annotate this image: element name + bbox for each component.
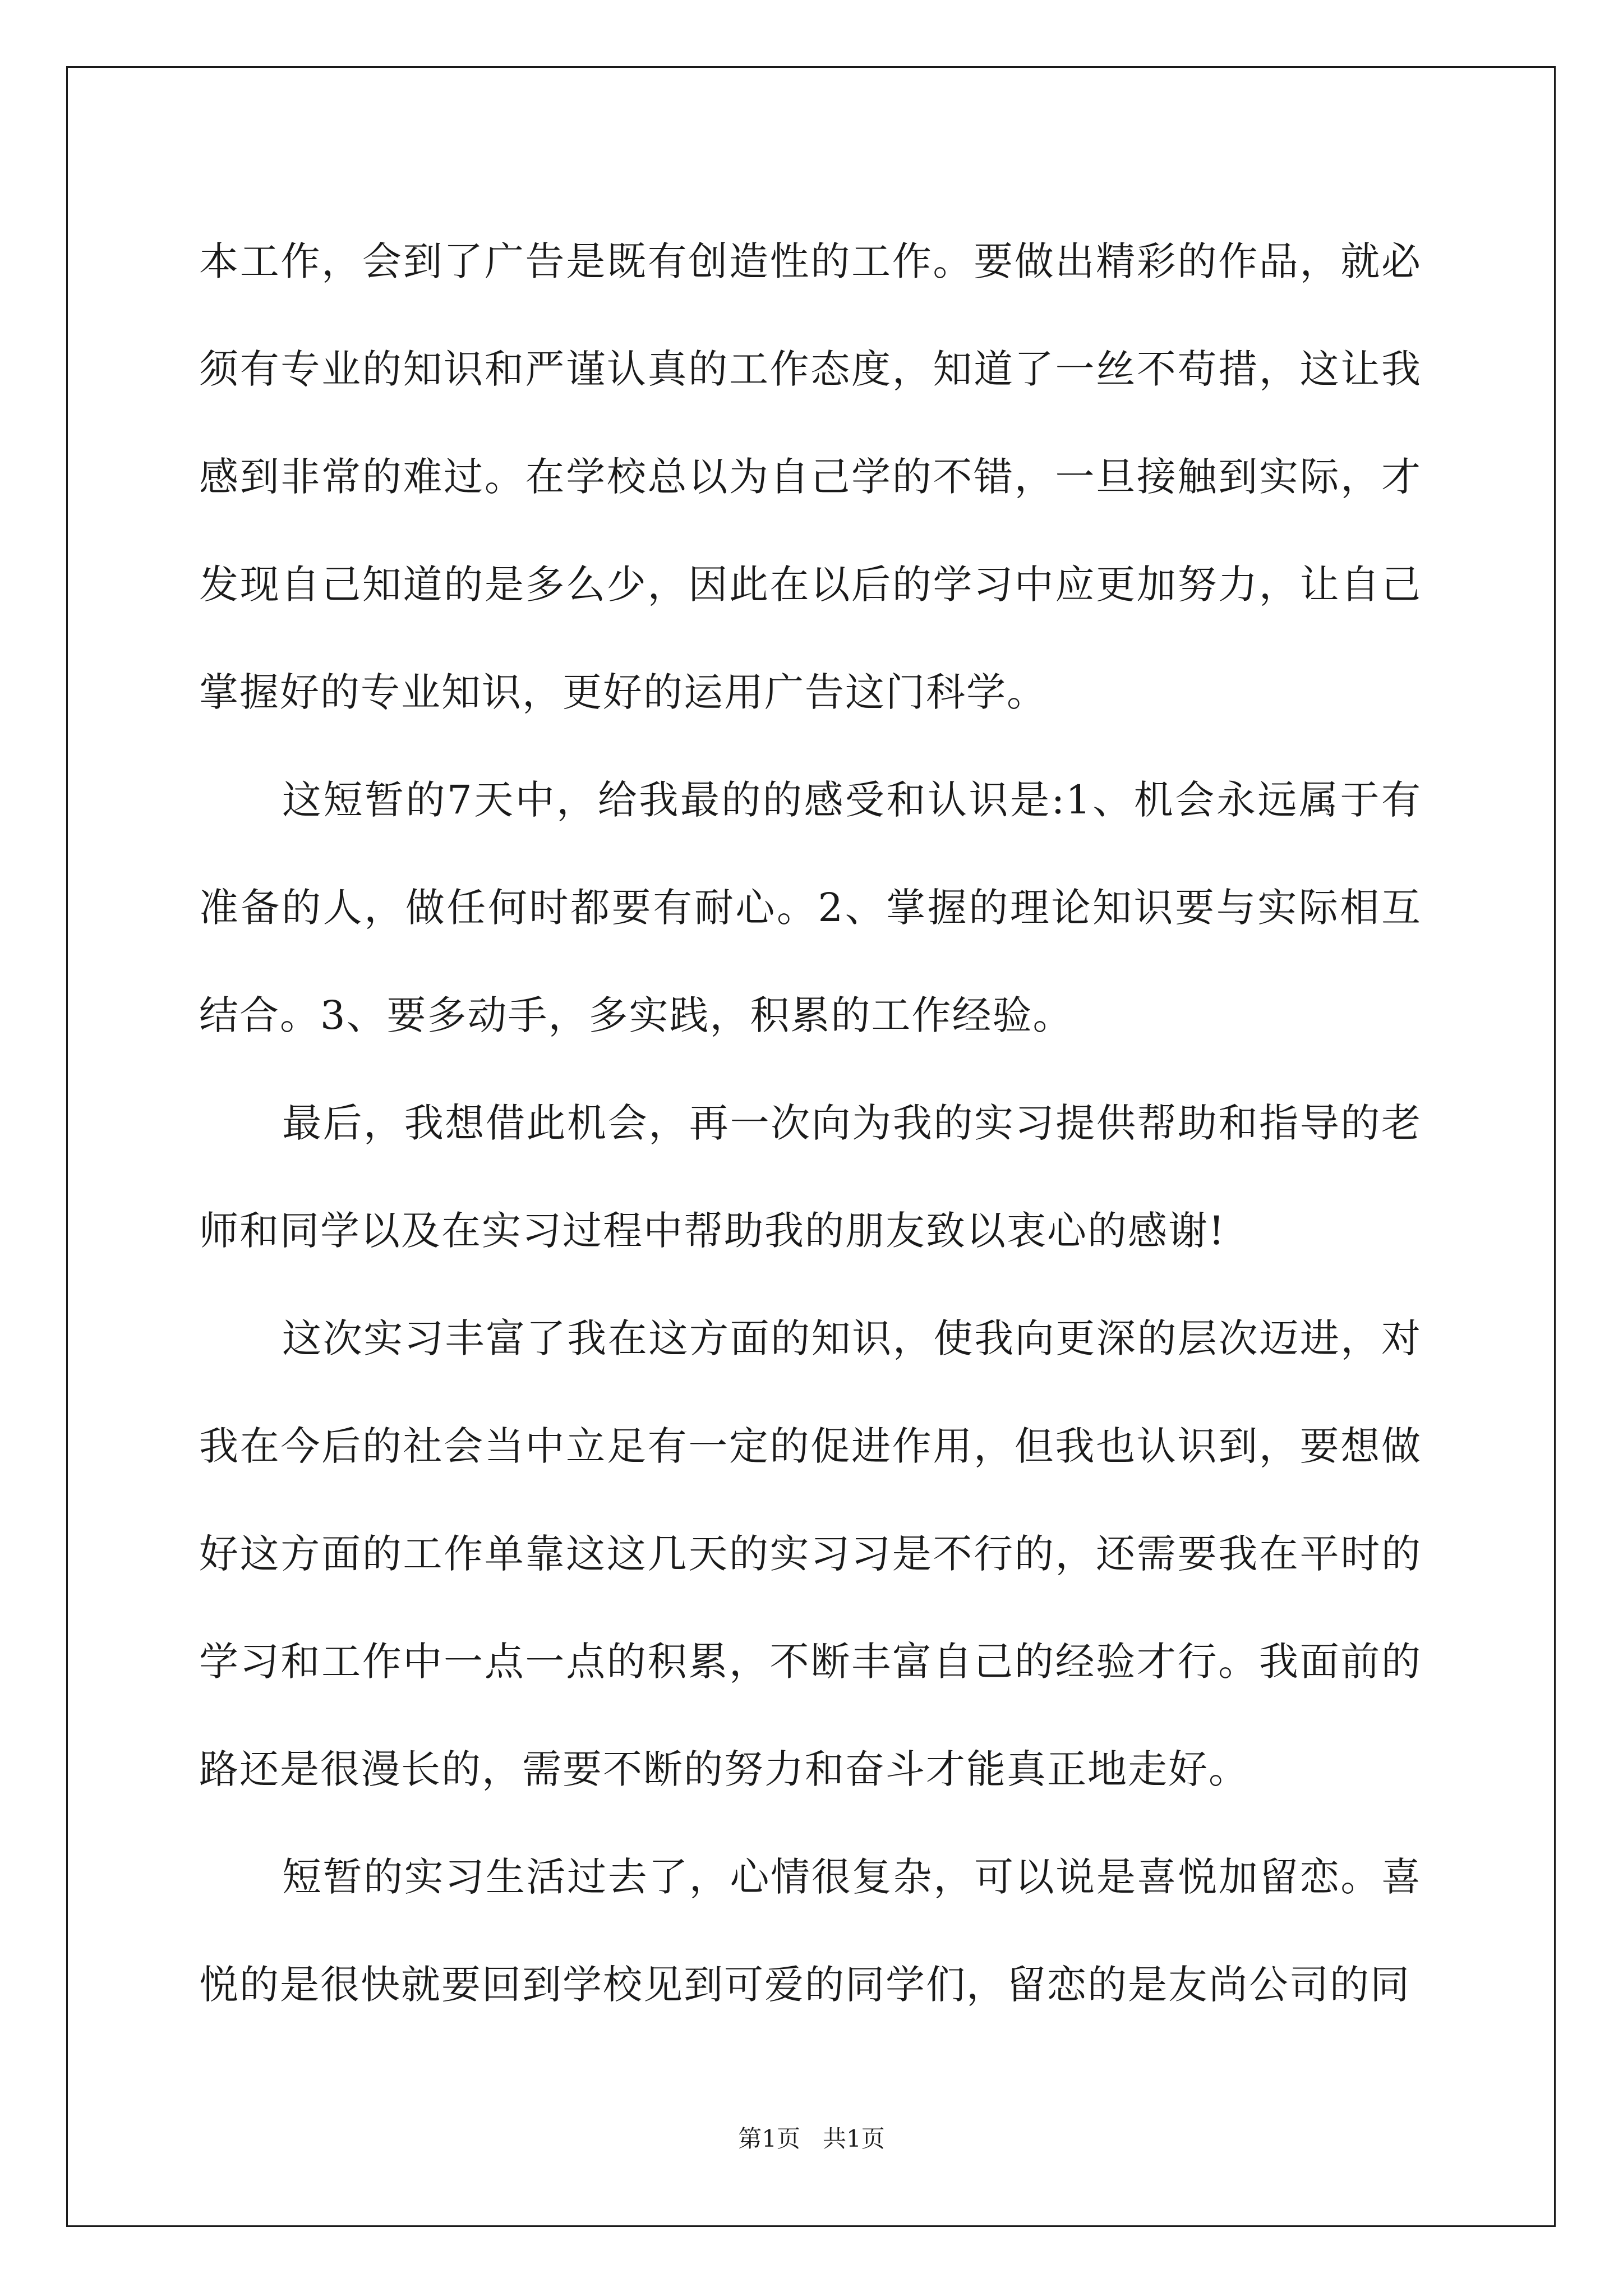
- paragraph-4: 这次实习丰富了我在这方面的知识，使我向更深的层次迈进，对我在今后的社会当中立足有一定的促进作用，但我也认识到，要想做好这方面的工作单靠这这几天的实习习是不行的，还需要我在平时的学习和工作中一点一点的积累，不断丰富自己的经验才行。我面前的路还是很漫长的，需要不断的努力和奋斗才能真正地走好。: [199, 1315, 1422, 1792]
- paragraph-3: 最后，我想借此机会，再一次向为我的实习提供帮助和指导的老师和同学以及在实习过程中帮助我的朋友致以衷心的感谢!: [199, 1100, 1422, 1254]
- paragraph-1: 本工作，会到了广告是既有创造性的工作。要做出精彩的作品，就必须有专业的知识和严谨认真的工作态度，知道了一丝不苟措，这让我感到非常的难过。在学校总以为自己学的不错，一旦接触到实际，才发现自己知道的是多么少，因此在以后的学习中应更加努力，让自己掌握好的专业知识，更好的运用广告这门科学。: [199, 238, 1422, 715]
- paragraph-5: 短暂的实习生活过去了，心情很复杂，可以说是喜悦加留恋。喜悦的是很快就要回到学校见到可爱的同学们，留恋的是友尚公司的同: [199, 1854, 1422, 2008]
- page-number-footer: 第1页 共1页: [738, 2125, 885, 2152]
- document-body: [199, 208, 1422, 2039]
- paragraph-2: 这短暂的7天中，给我最的的感受和认识是:1、机会永远属于有准备的人，做任何时都要有耐心。2、掌握的理论知识要与实际相互结合。3、要多动手，多实践，积累的工作经验。: [199, 777, 1422, 1038]
